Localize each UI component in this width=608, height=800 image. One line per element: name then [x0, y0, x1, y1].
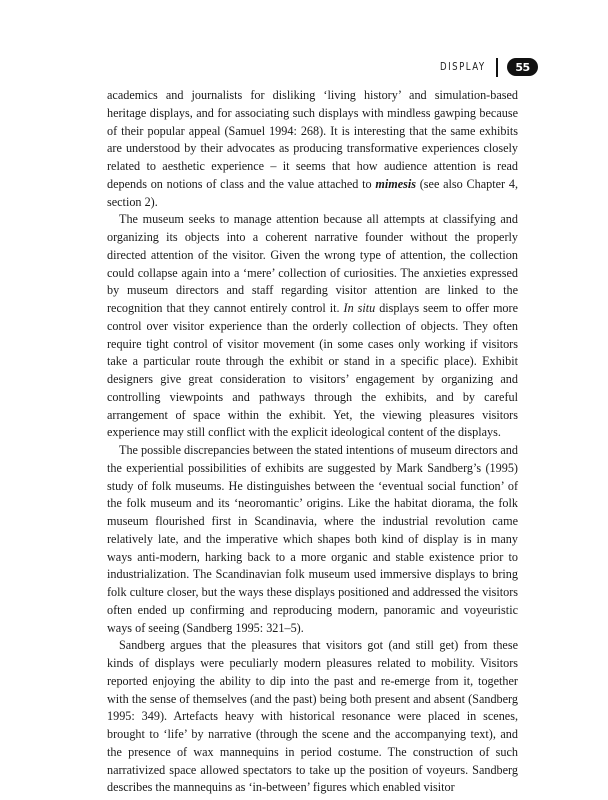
- emphasis-term: In situ: [343, 301, 376, 315]
- paragraph: [107, 442, 518, 637]
- paragraph: [107, 211, 518, 442]
- text-run: academics and journalists for disliking ‘living history’ and simulation-based heritage displays, and for associating such displays with mindless gawping because of their popular appeal (Samuel 1994: 268). It is interesting that the same exhibits are understood by their advocates as producing transformative experiences closely related to aesthetic experience – it seems that how audience attention is read depends on notions of class and the value attached to: [107, 88, 518, 191]
- emphasis-term: mimesis: [375, 176, 416, 191]
- text-run: displays seem to offer more control over visitor experience than the orderly collection of objects. They often require tight control of visitor movement (in some cases only working if visitors take a particular route through the exhibit or stand in a specific place). Exhibit designers give great consideration to visitors’ engagement by organizing and controlling viewpoints and pathways through the exhibits, and by careful arrangement of space within the exhibit. Yet, the viewing pleasures visitors experience may still conflict with the explicit ideological content of the displays.: [107, 301, 518, 440]
- paragraph: [107, 87, 518, 211]
- text-run: Sandberg argues that the pleasures that visitors got (and still get) from these kinds of displays were peculiarly modern pleasures related to mobility. Visitors reported enjoying the ability to dip into the past and re-emerge from it, together with the sense of themselves (and the past) being both present and absent (Sandberg 1995: 349). Artefacts heavy with historical resonance were placed in scenes, brought to ‘life’ by narrative (through the scene and the accompanying text), and the presence of wax mannequins in period costume. The construction of such narrativized space allowed spectators to take up the position of voyeurs. Sandberg describes the mannequins as ‘in-between’ figures which enabled visitor: [107, 638, 518, 795]
- running-head-divider: [496, 58, 498, 77]
- text-run: The possible discrepancies between the stated intentions of museum directors and the experiential possibilities of exhibits are suggested by Mark Sandberg’s (1995) study of folk museums. He distinguishes between the ‘eventual social function’ of the folk museum and its ‘neoromantic’ origins. Like the habitat diorama, the folk museum flourished first in Scandinavia, where the industrial revolution came relatively late, and the imperative which shapes both kind of display is in many ways anti-modern, harking back to a more organic and stable existence prior to industrialization. The Scandinavian folk museum used immersive displays to bring folk culture closer, but the ways these displays positioned and addressed the visitors often ended up confirming and reproducing modern, panoramic and voyeuristic ways of seeing (Sandberg 1995: 321–5).: [107, 443, 518, 635]
- text-run: (see also Chapter 4, section 2).: [107, 176, 518, 209]
- paragraph: [107, 637, 518, 797]
- text-run: The museum seeks to manage attention because all attempts at classifying and organizing its objects into a coherent narrative founder without the properly directed attention of the visitor. Given the wrong type of attention, the collection could collapse again into a ‘mere’ collection of curiosities. The anxieties expressed by museum directors and staff regarding visitor attention are linked to the recognition that they cannot entirely control it.: [107, 212, 518, 315]
- page-number: 55: [507, 58, 538, 76]
- body-text: [107, 87, 518, 797]
- running-head-title: DISPLAY: [440, 61, 486, 73]
- running-head: [430, 56, 538, 78]
